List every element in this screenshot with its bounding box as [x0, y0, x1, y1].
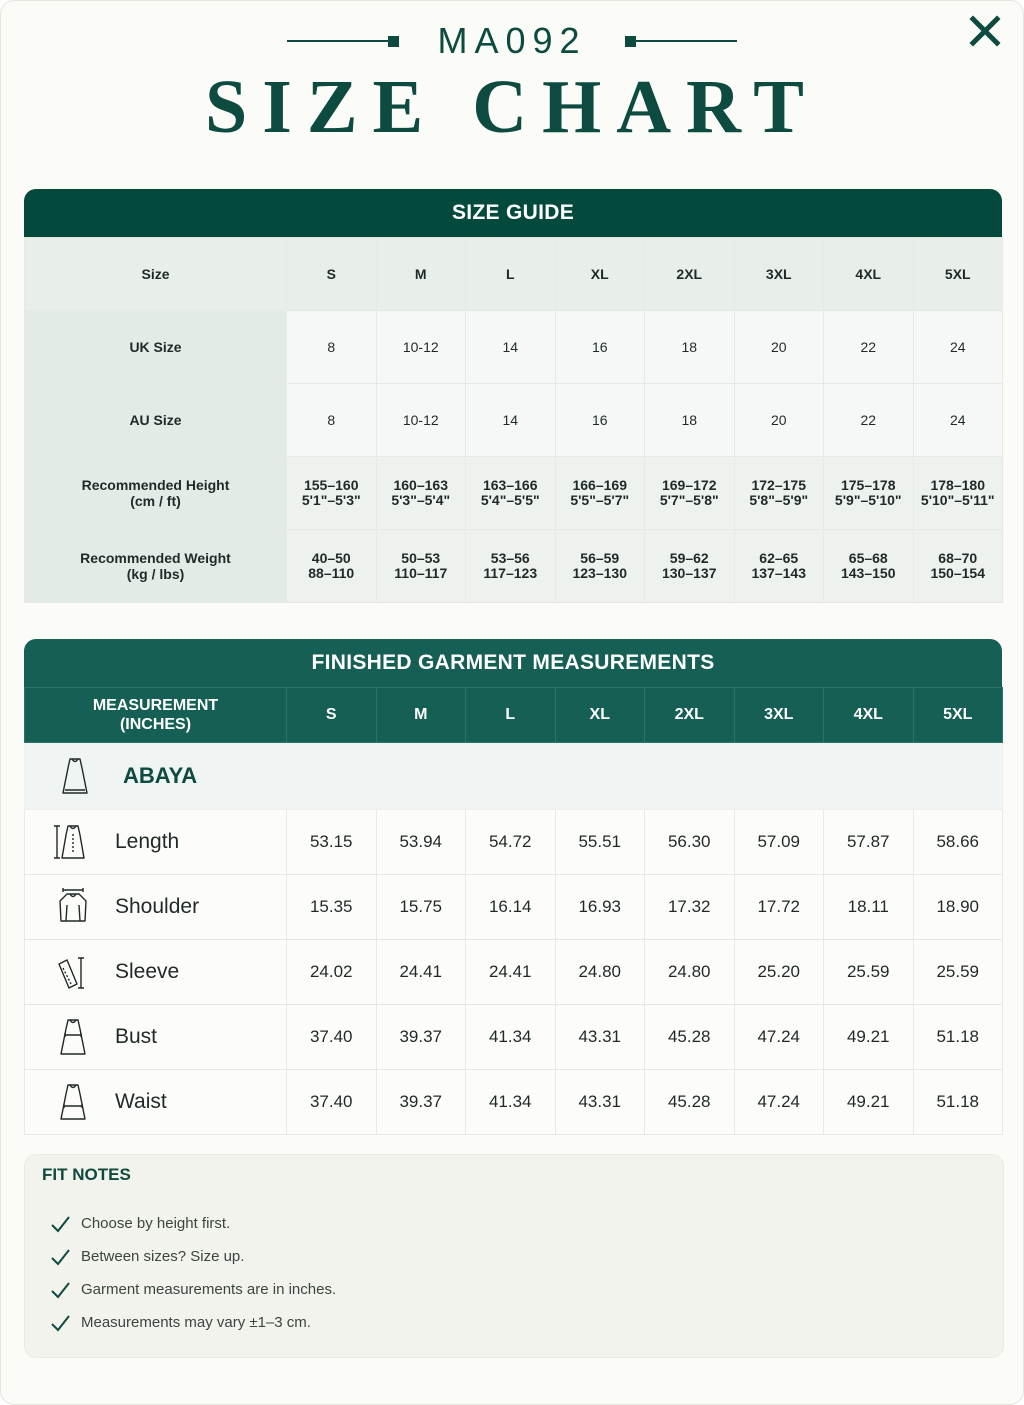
waist-icon	[51, 1080, 95, 1124]
size-guide-cell	[824, 238, 914, 311]
measurement-value-cell: 24.41	[376, 940, 466, 1005]
cell-line-2: 130–137	[661, 565, 717, 581]
cell-line-1: 14	[502, 339, 519, 355]
size-row	[25, 238, 1003, 311]
size-guide-cell	[645, 311, 735, 384]
measurement-value-cell: 15.75	[376, 875, 466, 940]
fit-note-item	[49, 1240, 336, 1273]
size-guide-cell	[555, 457, 645, 530]
measurement-name-cell	[25, 940, 287, 1005]
measurement-row-length	[25, 810, 1003, 875]
cell-line-1: 172–175	[751, 477, 806, 493]
measurement-value-cell: 53.94	[376, 810, 466, 875]
cell-line-2: 5'9"–5'10"	[834, 492, 902, 508]
size-guide-cell	[824, 311, 914, 384]
recommended-height-row	[25, 457, 1003, 530]
size-guide-row-label	[25, 457, 287, 530]
measurement-value-cell: 16.14	[466, 875, 556, 940]
cell-line-1: 20	[770, 339, 787, 355]
size-guide-cell	[466, 311, 556, 384]
size-column-header: 2XL	[645, 688, 735, 743]
cell-line-2: 5'10"–5'11"	[920, 492, 995, 508]
measurement-label: Length	[115, 830, 180, 853]
measurement-value-cell: 24.80	[645, 940, 735, 1005]
cell-line-2: 117–123	[483, 565, 538, 581]
cell-line-2: 150–154	[930, 565, 985, 581]
size-guide-cell	[734, 384, 824, 457]
size-guide-table	[24, 237, 1003, 603]
size-guide-cell	[913, 238, 1003, 311]
cell-line-1: 10-12	[402, 339, 439, 355]
measurement-row-sleeve	[25, 940, 1003, 1005]
measurement-value-cell: 15.35	[287, 875, 377, 940]
size-guide-cell	[824, 457, 914, 530]
cell-line-2: 5'4"–5'5"	[480, 492, 540, 508]
left-rule-ornament	[287, 36, 399, 47]
size-column-header: 5XL	[913, 688, 1003, 743]
size-guide-cell	[734, 238, 824, 311]
measurement-value-cell: 45.28	[645, 1005, 735, 1070]
measurement-value-cell: 37.40	[287, 1005, 377, 1070]
cell-line-1: 40–50	[311, 550, 351, 566]
size-guide-cell	[466, 457, 556, 530]
cell-line-1: 8	[327, 339, 336, 355]
measurement-value-cell: 18.90	[913, 875, 1003, 940]
right-rule-ornament	[625, 36, 737, 47]
measurement-value-cell: 45.28	[645, 1070, 735, 1135]
size-guide-cell	[734, 311, 824, 384]
fit-note-item	[49, 1273, 336, 1306]
measurement-value-cell: 56.30	[645, 810, 735, 875]
measurement-value-cell: 49.21	[824, 1005, 914, 1070]
cell-line-1: 18	[681, 339, 698, 355]
cell-line-2: 5'1"–5'3"	[301, 492, 361, 508]
sleeve-icon	[51, 950, 95, 994]
size-guide-cell	[555, 238, 645, 311]
size-guide-row-label	[25, 384, 287, 457]
measurement-value-cell: 41.34	[466, 1005, 556, 1070]
au-size-row	[25, 384, 1003, 457]
size-guide-cell	[466, 530, 556, 603]
recommended-weight-row	[25, 530, 1003, 603]
check-icon	[49, 1312, 71, 1334]
measurements-section	[24, 639, 1002, 1135]
size-column-header: 4XL	[824, 688, 914, 743]
measurement-value-cell: 51.18	[913, 1005, 1003, 1070]
product-code: MA092	[437, 20, 587, 61]
fit-note-text: Garment measurements are in inches.	[81, 1281, 337, 1298]
fit-notes-title: FIT NOTES	[42, 1165, 131, 1184]
size-guide-cell	[376, 238, 466, 311]
cell-line-1: 10-12	[402, 412, 439, 428]
cell-line-2: 5'8"–5'9"	[749, 492, 809, 508]
cell-line-2: 5'7"–5'8"	[659, 492, 719, 508]
cell-line-1: 14	[502, 412, 519, 428]
fit-note-text: Choose by height first.	[81, 1215, 231, 1232]
measurement-name-cell	[25, 810, 287, 875]
cell-line-2: 123–130	[572, 565, 627, 581]
close-button[interactable]	[965, 11, 1005, 51]
size-guide-row-label	[25, 238, 287, 311]
cell-line-1: 22	[860, 339, 877, 355]
size-column-header: L	[466, 688, 556, 743]
measurement-value-cell: 17.72	[734, 875, 824, 940]
size-guide-cell	[645, 238, 735, 311]
size-guide-cell	[913, 384, 1003, 457]
cell-line-1: 65–68	[848, 550, 888, 566]
measurement-label: Shoulder	[115, 895, 200, 918]
check-icon	[49, 1213, 71, 1235]
cell-line-1: 5XL	[944, 266, 971, 282]
measurement-value-cell: 17.32	[645, 875, 735, 940]
measurement-value-cell: 47.24	[734, 1070, 824, 1135]
abaya-icon	[53, 754, 97, 798]
cell-line-1: 2XL	[676, 266, 703, 282]
fit-note-item	[49, 1207, 336, 1240]
row-label-line-2: (kg / lbs)	[126, 566, 185, 582]
cell-line-1: 178–180	[930, 477, 985, 493]
size-column-header: M	[376, 688, 466, 743]
cell-line-1: 68–70	[938, 550, 978, 566]
size-guide-cell	[466, 384, 556, 457]
cell-line-1: 20	[770, 412, 787, 428]
measurement-value-cell: 24.02	[287, 940, 377, 1005]
cell-line-1: S	[326, 266, 336, 282]
size-guide-cell	[287, 238, 377, 311]
cell-line-2: 88–110	[308, 565, 355, 581]
measurement-row-shoulder	[25, 875, 1003, 940]
cell-line-1: 3XL	[765, 266, 792, 282]
size-guide-cell	[376, 384, 466, 457]
cell-line-2: 137–143	[751, 565, 806, 581]
cell-line-1: 56–59	[580, 550, 620, 566]
measurement-label: Sleeve	[115, 960, 180, 983]
measurement-value-cell: 55.51	[555, 810, 645, 875]
fit-notes-panel	[24, 1154, 1004, 1358]
row-label-line-1: Size	[141, 266, 170, 282]
size-guide-cell	[734, 530, 824, 603]
size-guide-row-label	[25, 530, 287, 603]
measurement-label: Bust	[115, 1025, 158, 1048]
fit-note-item	[49, 1306, 336, 1339]
cell-line-1: 163–166	[482, 477, 538, 493]
measurements-title: FINISHED GARMENT MEASUREMENTS	[24, 639, 1002, 687]
cell-line-1: 160–163	[393, 477, 448, 493]
fit-note-text: Between sizes? Size up.	[81, 1248, 245, 1265]
row-label-line-2: (cm / ft)	[130, 493, 181, 509]
page-title: SIZE CHART	[204, 65, 819, 149]
measurement-value-cell: 41.34	[466, 1070, 556, 1135]
size-guide-title: SIZE GUIDE	[24, 189, 1002, 237]
row-label-line-1: UK Size	[129, 339, 182, 355]
size-guide-cell	[287, 311, 377, 384]
measurement-value-cell: 54.72	[466, 810, 556, 875]
uk-size-row	[25, 311, 1003, 384]
measurement-value-cell: 16.93	[555, 875, 645, 940]
size-column-header: XL	[555, 688, 645, 743]
size-guide-cell	[287, 457, 377, 530]
measurement-value-cell: 51.18	[913, 1070, 1003, 1135]
measurement-column-header	[25, 688, 287, 743]
cell-line-1: 16	[591, 412, 608, 428]
check-icon	[49, 1246, 71, 1268]
measurement-label: Waist	[115, 1090, 167, 1113]
measurement-value-cell: 25.59	[913, 940, 1003, 1005]
cell-line-1: 8	[327, 412, 336, 428]
row-label-line-1: Recommended Height	[81, 477, 230, 493]
header	[1, 1, 1023, 151]
size-guide-cell	[824, 384, 914, 457]
cell-line-1: XL	[590, 266, 609, 282]
size-guide-cell	[287, 530, 377, 603]
measurement-value-cell: 25.59	[824, 940, 914, 1005]
measurement-value-cell: 24.41	[466, 940, 556, 1005]
cell-line-1: 59–62	[669, 550, 709, 566]
measurement-value-cell: 39.37	[376, 1070, 466, 1135]
size-guide-cell	[645, 384, 735, 457]
cell-line-2: 143–150	[840, 565, 896, 581]
size-guide-cell	[376, 311, 466, 384]
fit-notes-list	[49, 1207, 336, 1339]
measurement-value-cell: 47.24	[734, 1005, 824, 1070]
size-guide-cell	[645, 457, 735, 530]
measurement-value-cell: 25.20	[734, 940, 824, 1005]
size-column-header: S	[287, 688, 377, 743]
size-guide-cell	[824, 530, 914, 603]
row-label-line-1: AU Size	[129, 412, 182, 428]
shoulder-icon	[51, 885, 95, 929]
cell-line-2: 5'3"–5'4"	[391, 492, 451, 508]
cell-line-1: 24	[949, 339, 966, 355]
garment-group-label: ABAYA	[123, 763, 198, 788]
measurements-table	[24, 687, 1003, 1135]
cell-line-1: 62–65	[759, 550, 799, 566]
size-guide-row-label	[25, 311, 287, 384]
measurement-name-cell	[25, 1005, 287, 1070]
size-guide-cell	[376, 530, 466, 603]
measurement-value-cell: 43.31	[555, 1005, 645, 1070]
size-guide-cell	[466, 238, 556, 311]
garment-group-row	[25, 743, 1003, 810]
size-guide-cell	[376, 457, 466, 530]
measurement-value-cell: 37.40	[287, 1070, 377, 1135]
cell-line-2: 5'5"–5'7"	[570, 492, 630, 508]
cell-line-1: M	[414, 266, 427, 282]
size-guide-section	[24, 189, 1002, 603]
bust-icon	[51, 1015, 95, 1059]
size-guide-cell	[645, 530, 735, 603]
measurement-name-cell	[25, 1070, 287, 1135]
measurement-row-waist	[25, 1070, 1003, 1135]
cell-line-1: 169–172	[661, 477, 717, 493]
row-label-line-1: Recommended Weight	[80, 550, 231, 566]
length-icon	[51, 820, 95, 864]
cell-line-1: 50–53	[401, 550, 441, 566]
size-guide-cell	[913, 457, 1003, 530]
cell-line-1: L	[505, 266, 515, 282]
cell-line-1: 175–178	[840, 477, 896, 493]
measurement-row-bust	[25, 1005, 1003, 1070]
size-guide-cell	[287, 384, 377, 457]
close-icon	[965, 38, 1005, 55]
measurement-value-cell: 43.31	[555, 1070, 645, 1135]
check-icon	[49, 1279, 71, 1301]
size-column-header: 3XL	[734, 688, 824, 743]
measurement-value-cell: 49.21	[824, 1070, 914, 1135]
cell-line-1: 4XL	[855, 266, 882, 282]
measurement-value-cell: 18.11	[824, 875, 914, 940]
fit-note-text: Measurements may vary ±1–3 cm.	[81, 1314, 311, 1331]
cell-line-1: 166–169	[572, 477, 627, 493]
measurement-value-cell: 24.80	[555, 940, 645, 1005]
size-guide-cell	[555, 530, 645, 603]
measurement-header-line-2: (INCHES)	[119, 716, 192, 733]
measurement-value-cell: 57.09	[734, 810, 824, 875]
cell-line-1: 53–56	[490, 550, 530, 566]
measurement-value-cell: 57.87	[824, 810, 914, 875]
measurement-value-cell: 58.66	[913, 810, 1003, 875]
cell-line-1: 16	[591, 339, 608, 355]
product-code-row	[1, 21, 1023, 61]
cell-line-1: 24	[949, 412, 966, 428]
size-guide-cell	[555, 384, 645, 457]
size-guide-cell	[913, 530, 1003, 603]
measurement-name-cell	[25, 875, 287, 940]
cell-line-2: 110–117	[394, 565, 448, 581]
cell-line-1: 22	[860, 412, 877, 428]
measurement-value-cell: 53.15	[287, 810, 377, 875]
measurement-header-line-1: MEASUREMENT	[92, 697, 219, 714]
size-guide-cell	[913, 311, 1003, 384]
measurements-header-row	[25, 688, 1003, 743]
size-guide-cell	[555, 311, 645, 384]
cell-line-1: 18	[681, 412, 698, 428]
measurement-value-cell: 39.37	[376, 1005, 466, 1070]
cell-line-1: 155–160	[303, 477, 359, 493]
size-guide-cell	[734, 457, 824, 530]
